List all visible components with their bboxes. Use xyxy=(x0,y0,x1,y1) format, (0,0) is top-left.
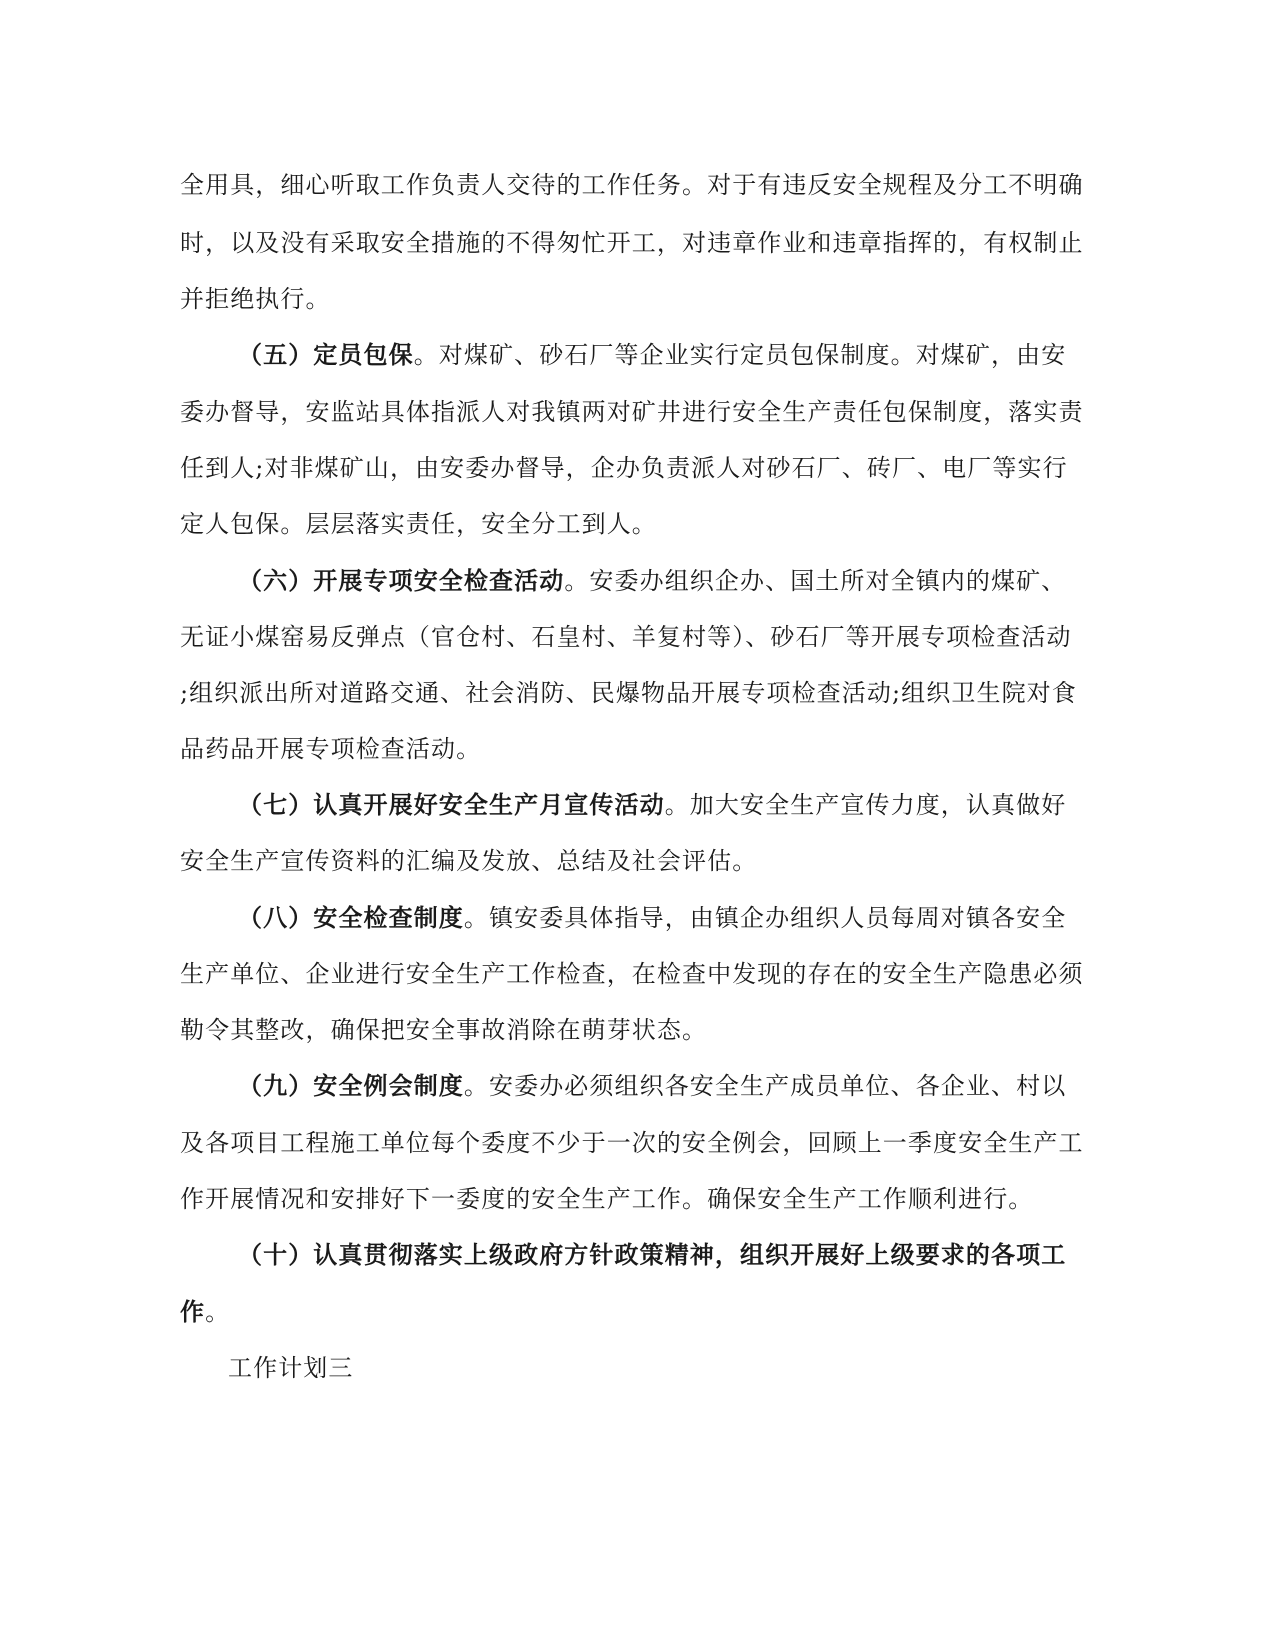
section-title-work-plan-3: 工作计划三 xyxy=(228,1354,354,1382)
paragraph-line: 作开展情况和安排好下一委度的安全生产工作。确保安全生产工作顺利进行。 xyxy=(180,1185,1034,1213)
section-heading-5: （五）定员包保。对煤矿、砂石厂等企业实行定员包保制度。对煤矿，由安 xyxy=(238,340,1067,369)
paragraph-line: 任到人;对非煤矿山，由安委办督导，企办负责派人对砂石厂、砖厂、电厂等实行 xyxy=(180,454,1068,482)
section-heading-9: （九）安全例会制度。安委办必须组织各安全生产成员单位、各企业、村以 xyxy=(238,1071,1067,1100)
section-heading-7: （七）认真开展好安全生产月宣传活动。加大安全生产宣传力度，认真做好 xyxy=(238,790,1067,819)
paragraph-line: 并拒绝执行。 xyxy=(180,285,331,313)
paragraph-line: 全用具，细心听取工作负责人交待的工作任务。对于有违反安全规程及分工不明确 xyxy=(180,171,1084,199)
paragraph-line: 生产单位、企业进行安全生产工作检查，在检查中发现的存在的安全生产隐患必须 xyxy=(180,960,1084,988)
document-page xyxy=(180,0,1084,1650)
paragraph-line: 及各项目工程施工单位每个委度不少于一次的安全例会，回顾上一季度安全生产工 xyxy=(180,1129,1084,1157)
paragraph-line: 无证小煤窑易反弹点（官仓村、石皇村、羊复村等）、砂石厂等开展专项检查活动 xyxy=(180,623,1072,651)
paragraph-line: 时，以及没有采取安全措施的不得匆忙开工，对违章作业和违章指挥的，有权制止 xyxy=(180,229,1084,257)
paragraph-line: 品药品开展专项检查活动。 xyxy=(180,735,482,763)
paragraph-line: 作。 xyxy=(180,1297,231,1326)
paragraph-line: 勒令其整改，确保把安全事故消除在萌芽状态。 xyxy=(180,1016,708,1044)
section-heading-10: （十）认真贯彻落实上级政府方针政策精神，组织开展好上级要求的各项工 xyxy=(238,1240,1067,1269)
paragraph-line: ;组织派出所对道路交通、社会消防、民爆物品开展专项检查活动;组织卫生院对食 xyxy=(180,679,1077,707)
paragraph-line: 委办督导，安监站具体指派人对我镇两对矿井进行安全生产责任包保制度，落实责 xyxy=(180,398,1084,426)
section-heading-8: （八）安全检查制度。镇安委具体指导，由镇企办组织人员每周对镇各安全 xyxy=(238,903,1067,932)
paragraph-line: 安全生产宣传资料的汇编及发放、总结及社会评估。 xyxy=(180,847,758,875)
section-heading-6: （六）开展专项安全检查活动。安委办组织企办、国土所对全镇内的煤矿、 xyxy=(238,566,1067,595)
paragraph-line: 定人包保。层层落实责任，安全分工到人。 xyxy=(180,510,657,538)
